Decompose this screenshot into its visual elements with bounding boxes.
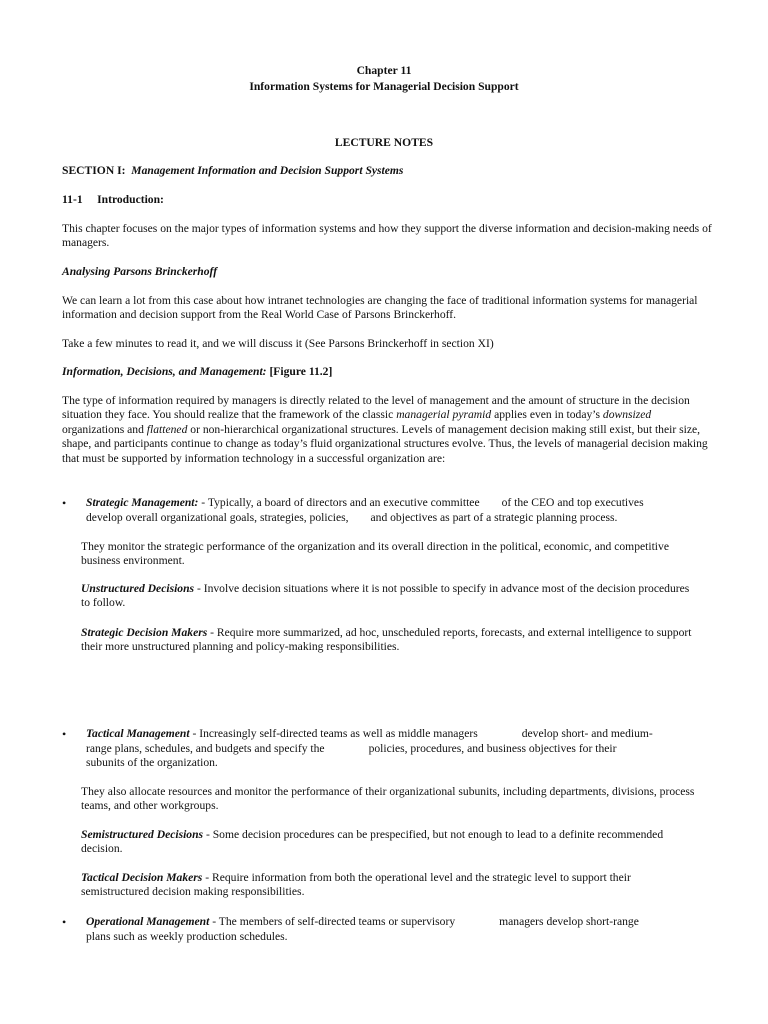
tactical-line-1 (86, 727, 706, 741)
strategic-makers-text: - Require more summarized, ad hoc, unscheduled reports, forecasts, and external intelligence to support their more unstructured planning and policy-making responsibilities. (81, 626, 692, 654)
strategic-text-2b: and objectives as part of a strategic planning process. (370, 511, 618, 524)
intro-number: 11-1 (62, 193, 83, 206)
idm-heading (62, 365, 712, 379)
idm-text-1: The type of information required by managers is directly related to the level of management and the amount of structure in the decision situation they face. You should realize that the framework of the classic (62, 394, 690, 422)
strategic-decision-makers (81, 626, 701, 655)
analysing-paragraph: We can learn a lot from this case about how intranet technologies are changing the face of traditional information systems for managerial information and decision support from the Real World Case of Parsons Brinckerhoff. (62, 294, 698, 322)
unstructured-title: Unstructured Decisions (81, 582, 195, 595)
strategic-title: Strategic Management: (86, 496, 199, 509)
idm-text-4: or non-hierarchical organizational structures. Levels of management decision making still exist, but their size, shape, and participants continue to change as today’s fluid organizational structures evolve. Thus, the levels of managerial decision making that must be supported by information technology in a successful organization are: (62, 422, 708, 465)
chapter-number: Chapter 11 (356, 64, 412, 77)
section-title: Management Information and Decision Support Systems (131, 164, 404, 177)
bullet-operational: • (62, 915, 67, 929)
strategic-makers-title: Strategic Decision Makers (81, 626, 208, 639)
operational-line-2: plans such as weekly production schedules. (86, 930, 288, 943)
operational-text-1b: managers develop short-range (499, 915, 639, 928)
figure-ref: [Figure 11.2] (269, 365, 333, 378)
tactical-line-3: subunits of the organization. (86, 756, 218, 769)
bullet-tactical: • (62, 727, 67, 741)
analysing-heading: Analysing Parsons Brinckerhoff (62, 265, 218, 278)
analysing-note: Take a few minutes to read it, and we will discuss it (See Parsons Brinckerhoff in section XI) (62, 337, 494, 350)
semistructured-title: Semistructured Decisions (81, 828, 204, 841)
tactical-text-2a: range plans, schedules, and budgets and specify the (86, 742, 325, 755)
semistructured-decisions (81, 828, 701, 857)
strategic-line-2 (86, 511, 706, 525)
idm-term-flattened: flattened (146, 422, 188, 436)
tactical-text-2b: policies, procedures, and business objectives for their (368, 742, 617, 755)
strategic-line-1 (86, 496, 706, 510)
bullet-strategic: • (62, 496, 67, 510)
chapter-title: Information Systems for Managerial Decision Support (249, 80, 519, 93)
operational-title: Operational Management (86, 915, 210, 928)
tactical-title: Tactical Management (86, 727, 190, 740)
unstructured-decisions (81, 582, 701, 611)
idm-text-3: organizations and (62, 422, 147, 436)
strategic-text-2a: develop overall organizational goals, strategies, policies, (86, 511, 349, 524)
strategic-monitor: They monitor the strategic performance of the organization and its overall direction in the political, economic, and competitive business environment. (81, 540, 669, 568)
tactical-allocate: They also allocate resources and monitor the performance of their organizational subunits, including departments, divisions, process teams, and other workgroups. (81, 785, 695, 813)
idm-text-2: applies even in today’s (491, 408, 603, 422)
tactical-decision-makers (81, 871, 701, 900)
section-label: SECTION I: (62, 164, 126, 177)
idm-term-downsized: downsized (602, 408, 652, 422)
intro-paragraph: This chapter focuses on the major types of information systems and how they support the diverse information and decision-making needs of managers. (62, 222, 712, 250)
tactical-makers-text: - Require information from both the operational level and the strategic level to support their semistructured decision making responsibilities. (81, 871, 631, 899)
strategic-text-1a: - Typically, a board of directors and an executive committee (198, 496, 480, 509)
strategic-text-1b: of the CEO and top executives (501, 496, 644, 509)
operational-text-1a: - The members of self-directed teams or supervisory (209, 915, 456, 928)
idm-term-managerial-pyramid: managerial pyramid (396, 408, 492, 422)
semistructured-text: - Some decision procedures can be prespecified, but not enough to lead to a definite recommended decision. (81, 828, 664, 856)
operational-line-1 (86, 915, 706, 929)
lecture-notes-heading: LECTURE NOTES (334, 136, 434, 149)
tactical-makers-title: Tactical Decision Makers (81, 871, 203, 884)
tactical-text-1a: - Increasingly self-directed teams as well as middle managers (189, 727, 478, 740)
section-heading (62, 164, 712, 178)
intro-heading (62, 193, 712, 207)
idm-paragraph (62, 394, 712, 466)
tactical-text-1b: develop short- and medium- (521, 727, 653, 740)
tactical-line-2 (86, 742, 706, 756)
idm-title: Information, Decisions, and Management: (62, 365, 267, 378)
unstructured-text: - Involve decision situations where it is not possible to specify in advance most of the decision procedures to follow. (81, 582, 690, 610)
intro-title: Introduction: (97, 193, 164, 206)
